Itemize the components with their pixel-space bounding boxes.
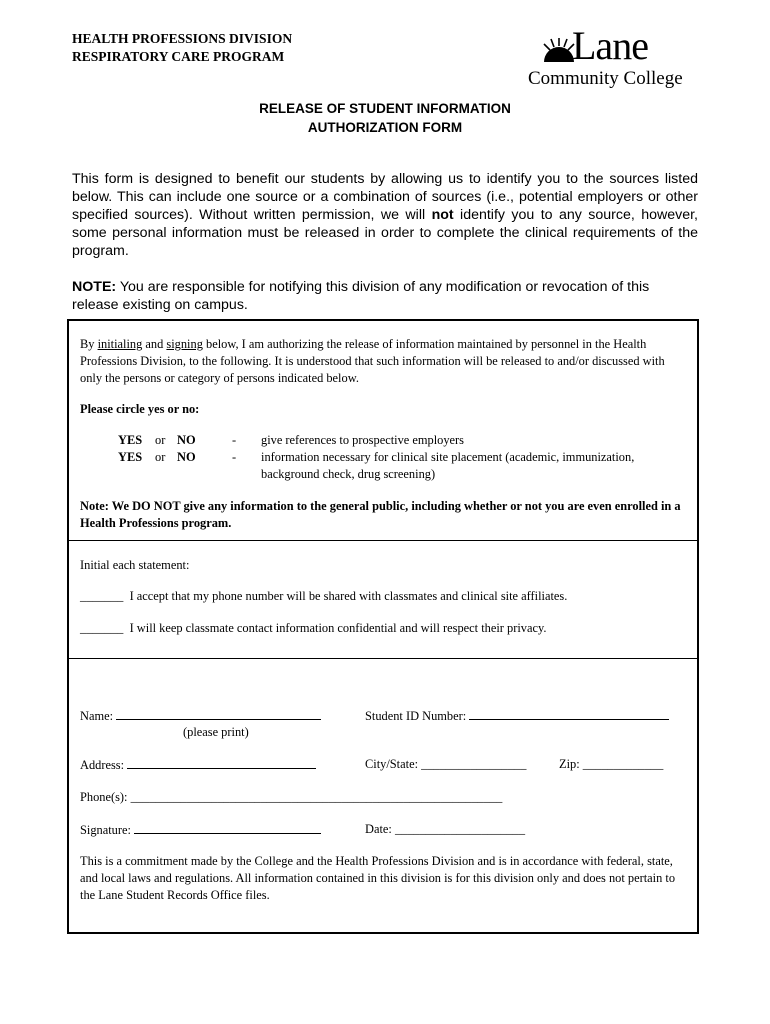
initialing-word: initialing bbox=[97, 337, 143, 351]
logo-subtitle: Community College bbox=[528, 68, 683, 89]
option1-yes[interactable]: YES bbox=[118, 433, 143, 447]
note-label: NOTE: bbox=[72, 279, 117, 295]
date-row: Date: _____________________ bbox=[365, 822, 526, 836]
note-paragraph bbox=[72, 278, 698, 314]
division-name: HEALTH PROFESSIONS DIVISION bbox=[72, 31, 293, 46]
student-id-row: Student ID Number: bbox=[365, 707, 669, 725]
intro-text-b: identify you to any source, however, some personal information must be released in order to complete the clinical requirements of the program. bbox=[72, 207, 698, 259]
student-id-field[interactable] bbox=[469, 707, 669, 720]
option2-yes[interactable]: YES bbox=[118, 450, 143, 464]
intro-paragraph bbox=[72, 170, 698, 260]
intro-text-a: This form is designed to benefit our students by allowing us to identify you to the sources listed below. This can include one source or a combination of sources (i.e., potential employers or other specified sources). Without written permission, we will bbox=[72, 171, 698, 223]
option2-dash: - bbox=[232, 450, 237, 464]
initial-blank-1[interactable]: _______ bbox=[80, 589, 124, 603]
divider-1 bbox=[69, 540, 697, 541]
option2-text: information necessary for clinical site placement (academic, immunization, background check, drug screening) bbox=[261, 450, 635, 481]
option2-no[interactable]: NO bbox=[177, 450, 196, 464]
signature-row: Signature: bbox=[80, 821, 321, 839]
intro-bold-not: not bbox=[431, 207, 454, 223]
option1-no[interactable]: NO bbox=[177, 433, 196, 447]
signature-field[interactable] bbox=[134, 821, 321, 834]
date-field[interactable]: _____________________ bbox=[394, 822, 526, 836]
name-field[interactable] bbox=[116, 707, 321, 720]
city-state-field[interactable]: _________________ bbox=[421, 757, 527, 771]
initial-instruction: Initial each statement: bbox=[80, 558, 190, 572]
form-title-line2: AUTHORIZATION FORM bbox=[307, 120, 463, 135]
note-text: You are responsible for notifying this division of any modification or revocation of this release existing on campus. bbox=[72, 279, 650, 313]
logo-wordmark: Lane bbox=[572, 23, 648, 68]
zip-field[interactable]: _____________ bbox=[582, 757, 664, 771]
initial-statement-1: _______ I accept that my phone number will be shared with classmates and clinical site affiliates. bbox=[80, 589, 568, 603]
option1-or: or bbox=[155, 433, 166, 447]
option1-dash: - bbox=[232, 433, 237, 447]
box-note: Note: We DO NOT give any information to the general public, including whether or not you are even enrolled in a Health Professions program. bbox=[80, 499, 681, 530]
sunrise-logo-icon bbox=[542, 38, 576, 62]
zip-row: Zip: _____________ bbox=[559, 757, 664, 771]
program-name: RESPIRATORY CARE PROGRAM bbox=[72, 49, 285, 64]
signing-word: signing bbox=[166, 337, 203, 351]
circle-instruction: Please circle yes or no: bbox=[80, 402, 200, 416]
option2-or: or bbox=[155, 450, 166, 464]
authorization-box bbox=[67, 319, 699, 934]
address-field[interactable] bbox=[127, 756, 316, 769]
phone-row: Phone(s): ____________________________________________________________ bbox=[80, 790, 503, 804]
phone-field[interactable]: ____________________________________________________________ bbox=[130, 790, 503, 804]
lane-logo bbox=[528, 23, 688, 92]
form-title-line1: RELEASE OF STUDENT INFORMATION bbox=[259, 101, 511, 116]
authorization-statement: By initialing and signing below, I am authorizing the release of information maintained by personnel in the Health Professions Division, to the following. It is understood that such information will be released to and/or discussed with only the persons or category of persons indicated below. bbox=[80, 337, 665, 385]
initial-blank-2[interactable]: _______ bbox=[80, 621, 124, 635]
divider-2 bbox=[69, 658, 697, 659]
name-hint: (please print) bbox=[183, 725, 249, 739]
address-row: Address: bbox=[80, 756, 316, 774]
division-header bbox=[72, 30, 292, 66]
option1-text: give references to prospective employers bbox=[261, 433, 464, 447]
commitment-statement: This is a commitment made by the College and the Health Professions Division and is in accordance with federal, state, and local laws and regulations. All information contained in this division is for this division only and does not pertain to the Lane Student Records Office files. bbox=[80, 854, 676, 902]
form-title bbox=[0, 99, 770, 137]
initial-statement-2: _______ I will keep classmate contact information confidential and will respect their privacy. bbox=[80, 621, 547, 635]
name-field-row: Name: bbox=[80, 707, 321, 725]
city-state-row: City/State: _________________ bbox=[365, 757, 527, 771]
